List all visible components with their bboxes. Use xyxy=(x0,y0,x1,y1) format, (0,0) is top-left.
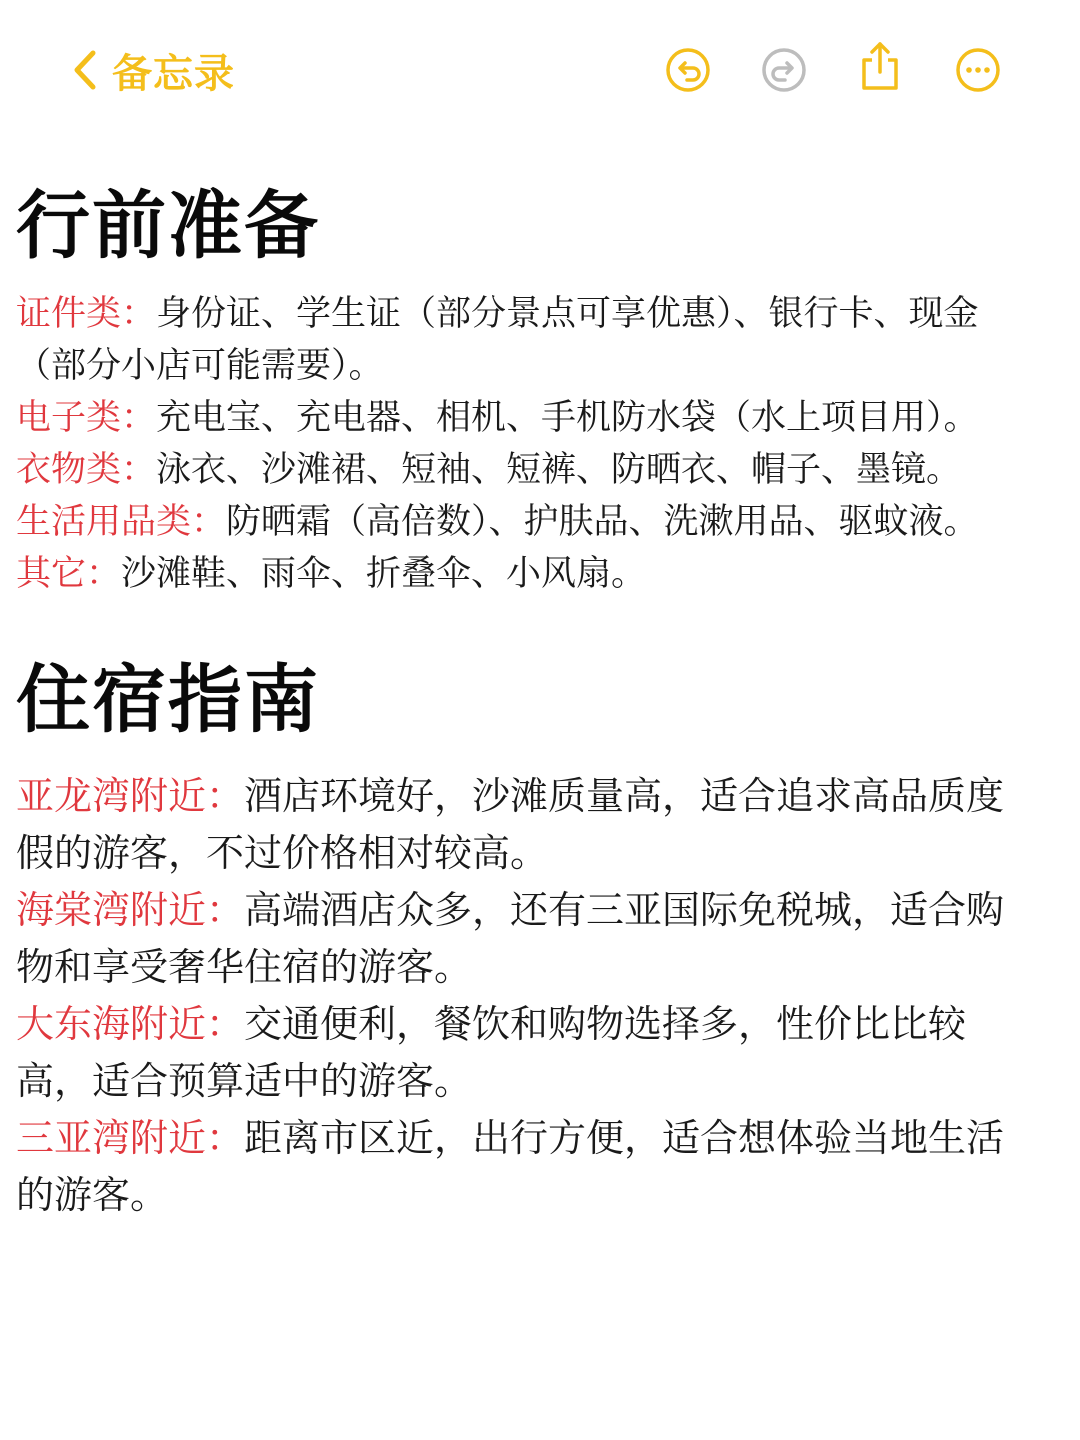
redo-icon xyxy=(761,47,807,93)
list-item xyxy=(16,392,1036,444)
item-value: 沙滩鞋、雨伞、折叠伞、小风扇。 xyxy=(121,554,647,594)
item-value: 交通便利，餐饮和购物选择多，性价比比较高，适合预算适中的游客。 xyxy=(16,1002,967,1103)
accommodation-list xyxy=(16,768,1036,1224)
list-item xyxy=(16,444,1036,496)
navigation-bar xyxy=(0,0,1080,140)
item-value: 充电宝、充电器、相机、手机防水袋（水上项目用）。 xyxy=(156,398,979,438)
list-item xyxy=(16,882,1036,996)
item-key: 亚龙湾附近： xyxy=(16,774,245,818)
item-key: 其它： xyxy=(16,554,122,594)
list-item xyxy=(16,548,1036,600)
item-value: 泳衣、沙滩裙、短袖、短裤、防晒衣、帽子、墨镜。 xyxy=(156,450,962,490)
undo-icon xyxy=(665,47,711,93)
item-value: 高端酒店众多，还有三亚国际免税城，适合购物和享受奢华住宿的游客。 xyxy=(16,888,1005,989)
back-label: 备忘录 xyxy=(112,50,235,97)
item-key: 海棠湾附近： xyxy=(16,888,245,932)
item-value: 距离市区近，出行方便，适合想体验当地生活的游客。 xyxy=(16,1116,1005,1217)
list-item xyxy=(16,1110,1036,1224)
note-body[interactable] xyxy=(16,178,1036,1224)
item-key: 生活用品类： xyxy=(16,502,227,542)
more-button[interactable] xyxy=(952,44,1004,96)
item-value: 防晒霜（高倍数）、护肤品、洗漱用品、驱蚊液。 xyxy=(226,502,979,542)
section-spacer xyxy=(16,600,1036,652)
list-item xyxy=(16,768,1036,882)
back-button[interactable] xyxy=(72,40,235,100)
ellipsis-circle-icon xyxy=(955,47,1001,93)
undo-button[interactable] xyxy=(662,44,714,96)
item-key: 大东海附近： xyxy=(16,1002,245,1046)
list-item xyxy=(16,496,1036,548)
item-key: 三亚湾附近： xyxy=(16,1116,245,1160)
share-button[interactable] xyxy=(854,40,906,92)
item-key: 衣物类： xyxy=(16,450,157,490)
section-title-accommodation: 住宿指南 xyxy=(16,657,320,743)
list-item xyxy=(16,288,1036,392)
chevron-left-icon xyxy=(72,49,98,91)
item-value: 身份证、学生证（部分景点可享优惠）、银行卡、现金（部分小店可能需要）。 xyxy=(16,294,979,386)
share-icon xyxy=(857,40,903,92)
item-value: 酒店环境好，沙滩质量高，适合追求高品质度假的游客，不过价格相对较高。 xyxy=(16,774,1005,875)
list-item xyxy=(16,996,1036,1110)
section-title-preparation: 行前准备 xyxy=(16,183,320,269)
redo-button[interactable] xyxy=(758,44,810,96)
item-key: 电子类： xyxy=(16,398,157,438)
preparation-list xyxy=(16,288,1036,600)
item-key: 证件类： xyxy=(16,294,157,334)
